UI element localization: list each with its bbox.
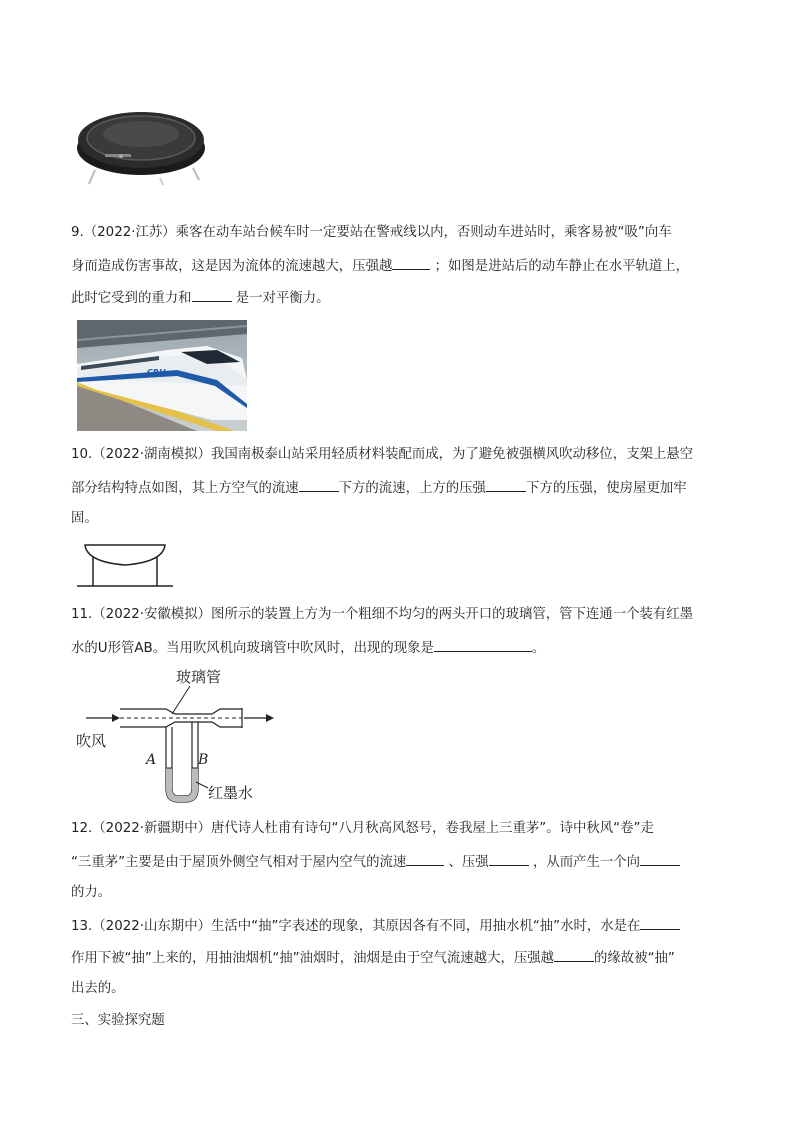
answer-blank[interactable] <box>192 287 232 302</box>
q12-text: 、压强 <box>448 855 489 870</box>
answer-blank[interactable] <box>489 851 529 866</box>
answer-blank[interactable] <box>299 477 339 492</box>
b-label: B <box>198 752 209 768</box>
answer-blank[interactable] <box>640 851 680 866</box>
q13-line-3: 出去的。 <box>71 981 125 996</box>
q10-text: 下方的流速，上方的压强 <box>338 481 486 496</box>
q9-text: 此时它受到的重力和 <box>71 291 192 306</box>
q12-line-1: 12.（2022·新疆期中）唐代诗人杜甫有诗句“八月秋高风怒号，卷我屋上三重茅”。诗中秋风“卷”走 <box>71 821 654 836</box>
q9-line-2 <box>71 255 731 277</box>
q12-line-2 <box>71 851 731 873</box>
q12-text: ，从而产生一个向 <box>532 855 641 870</box>
answer-blank[interactable] <box>554 947 594 962</box>
answer-blank[interactable] <box>640 915 680 930</box>
q11-text: 水的U形管AB。当用吹风机向玻璃管中吹风时，出现的现象是 <box>71 641 434 656</box>
answer-blank[interactable] <box>486 477 526 492</box>
q12-line-3: 的力。 <box>71 885 112 900</box>
q9-line-3 <box>71 287 731 309</box>
crh-logo: CRH <box>147 368 166 377</box>
tube-label: 玻璃管 <box>176 668 222 686</box>
q9-line-1: 9.（2022·江苏）乘客在动车站台候车时一定要站在警戒线以内，否则动车进站时，乘客易被“吸”向车 <box>71 225 672 240</box>
section-title: 三、实验探究题 <box>71 1013 165 1028</box>
q13-text: 的缘故被“抽” <box>594 951 675 966</box>
q10-line-3: 固。 <box>71 511 98 526</box>
q10-text: 部分结构特点如图，其上方空气的流速 <box>71 481 299 496</box>
ink-label: 红墨水 <box>208 784 254 802</box>
q13-line-1 <box>71 915 731 937</box>
q12-text: “三重茅”主要是由于屋顶外侧空气相对于屋内空气的流速 <box>71 855 407 870</box>
q10-text: 下方的压强，使房屋更加牢 <box>525 481 687 496</box>
q11-line-2 <box>71 637 731 659</box>
q13-text: 作用下被“抽”上来的，用抽油烟机“抽”油烟时，油烟是由于空气流速越大，压强越 <box>71 951 555 966</box>
q13-text: 13.（2022·山东期中）生活中“抽”字表述的现象，其原因各有不同，用抽水机“抽”水时，水是在 <box>71 919 641 934</box>
station-structure-diagram <box>75 540 175 590</box>
answer-blank[interactable] <box>434 637 532 652</box>
a-label: A <box>146 752 157 768</box>
q13-line-2 <box>71 947 731 969</box>
train-photo <box>77 320 247 431</box>
robot-vacuum-image <box>75 100 210 186</box>
q9-text: ；如图是进站后的动车静止在水平轨道上， <box>434 259 690 274</box>
q10-line-2 <box>71 477 731 499</box>
q11-line-1: 11.（2022·安徽模拟）图所示的装置上方为一个粗细不均匀的两头开口的玻璃管，管下连通一个装有红墨 <box>71 607 694 622</box>
q11-text: 。 <box>531 641 546 656</box>
glass-tube-diagram <box>74 664 279 804</box>
q9-text: 是一对平衡力。 <box>235 291 330 306</box>
answer-blank[interactable] <box>406 851 444 866</box>
answer-blank[interactable] <box>392 255 430 270</box>
q10-line-1: 10.（2022·湖南模拟）我国南极泰山站采用轻质材料装配而成，为了避免被强横风吹动移位，支架上悬空 <box>71 447 694 462</box>
wind-label: 吹风 <box>76 732 107 750</box>
q9-text: 身而造成伤害事故，这是因为流体的流速越大，压强越 <box>71 259 393 274</box>
